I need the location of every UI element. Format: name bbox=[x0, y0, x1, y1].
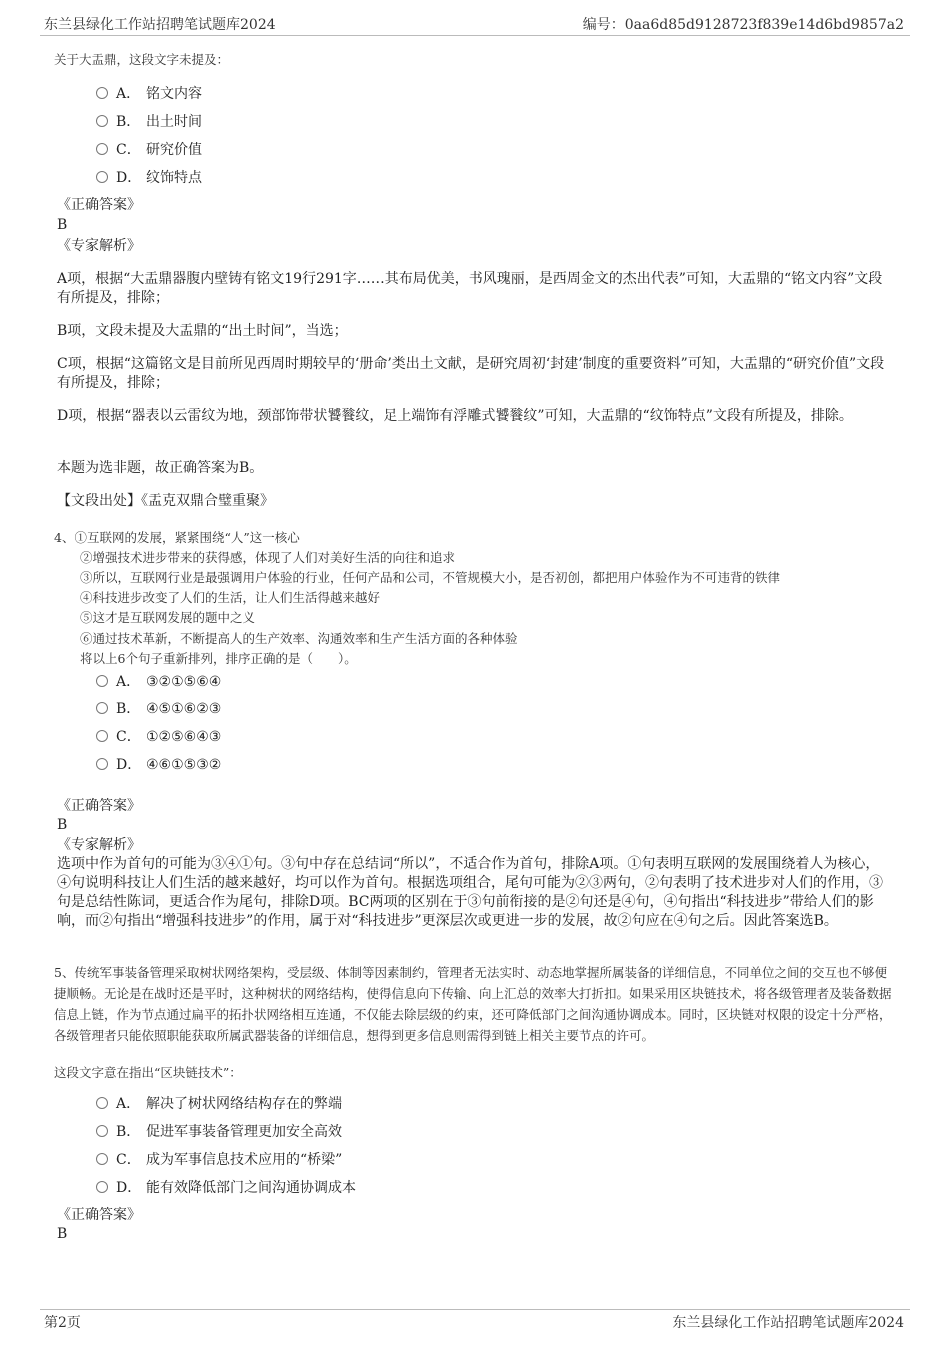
q4-answer-label: 《正确答案》 bbox=[57, 798, 141, 814]
q5-option-b[interactable]: B． 促进军事装备管理更加安全高效 bbox=[96, 1121, 342, 1141]
q5-answer-label: 《正确答案》 bbox=[57, 1207, 141, 1223]
radio-icon[interactable] bbox=[96, 1097, 108, 1109]
q4-analysis-label: 《专家解析》 bbox=[57, 837, 141, 853]
q3-source: 【文段出处】《盂克双鼎合璧重聚》 bbox=[57, 493, 274, 509]
q5-option-a[interactable]: A． 解决了树状网络结构存在的弊端 bbox=[96, 1093, 342, 1113]
radio-icon[interactable] bbox=[96, 115, 108, 127]
radio-icon[interactable] bbox=[96, 1125, 108, 1137]
q4-answer: B bbox=[57, 817, 68, 833]
radio-icon[interactable] bbox=[96, 87, 108, 99]
q5-answer: B bbox=[57, 1226, 68, 1242]
q3-analysis-c: C项，根据“这篇铭文是目前所见西周时期较早的‘册命’类出土文献，是研究周初‘封建’制度的重要资料”可知，大盂鼎的“研究价值”文段有所提及，排除； bbox=[57, 356, 885, 391]
document-code: 编号：0aa6d85d9128723f839e14d6bd9857a2 bbox=[582, 17, 904, 33]
q4-sentence-4: ④科技进步改变了人们的生活，让人们生活得越来越好 bbox=[80, 590, 381, 605]
q3-analysis-b: B项，文段未提及大盂鼎的“出土时间”，当选； bbox=[57, 323, 348, 339]
q3-option-b[interactable]: B． 出土时间 bbox=[96, 111, 202, 131]
q5-stem: 这段文字意在指出“区块链技术”： bbox=[54, 1065, 242, 1080]
radio-icon[interactable] bbox=[96, 1153, 108, 1165]
q3-conclusion: 本题为选非题，故正确答案为B。 bbox=[57, 460, 264, 476]
q5-option-c[interactable]: C． 成为军事信息技术应用的“桥梁” bbox=[96, 1149, 342, 1169]
q4-analysis: 选项中作为首句的可能为③④①句。③句中存在总结词“所以”，不适合作为首句，排除A项。①句表明互联网的发展围绕着人为核心，④句说明科技让人们生活的越来越好，均可以作为首句。根据选项组合，尾句可能为②③两句，②句表明了技术进步对人们的作用，③句是总结性陈词，更适合作为尾句，排除D项。BC两项的区别在于③句前衔接的是②句还是④句，④句指出“科技进步”带给人们的影响，而②句指出“增强科技进步”的作用，属于对“科技进步”更深层次或更进一步的发展，故②句应在④句之后。因此答案选B。 bbox=[57, 856, 883, 929]
radio-icon[interactable] bbox=[96, 675, 108, 687]
q4-sentence-2: ②增强技术进步带来的获得感，体现了人们对美好生活的向往和追求 bbox=[80, 550, 456, 565]
radio-icon[interactable] bbox=[96, 758, 108, 770]
q4-option-b[interactable]: B． ④⑤①⑥②③ bbox=[96, 698, 221, 718]
radio-icon[interactable] bbox=[96, 171, 108, 183]
footer-divider bbox=[40, 1309, 910, 1310]
q4-option-c[interactable]: C． ①②⑤⑥④③ bbox=[96, 726, 221, 746]
q3-answer: B bbox=[57, 217, 68, 233]
q3-option-a[interactable]: A． 铭文内容 bbox=[96, 83, 202, 103]
q3-analysis-a: A项，根据“大盂鼎器腹内壁铸有铭文19行291字……其布局优美，书风瑰丽，是西周金文的杰出代表”可知，大盂鼎的“铭文内容”文段有所提及，排除； bbox=[57, 271, 883, 306]
q5-option-d[interactable]: D． 能有效降低部门之间沟通协调成本 bbox=[96, 1177, 356, 1197]
q4-sentence-1: 4、①互联网的发展，紧紧围绕“人”这一核心 bbox=[54, 530, 300, 545]
q3-option-d[interactable]: D． 纹饰特点 bbox=[96, 167, 202, 187]
q4-option-d[interactable]: D． ④⑥①⑤③② bbox=[96, 754, 221, 774]
radio-icon[interactable] bbox=[96, 143, 108, 155]
q4-stem: 将以上6个句子重新排列，排序正确的是（ ）。 bbox=[80, 651, 357, 666]
q3-answer-label: 《正确答案》 bbox=[57, 197, 141, 213]
q3-analysis-label: 《专家解析》 bbox=[57, 238, 141, 254]
q4-sentence-3: ③所以，互联网行业是最强调用户体验的行业，任何产品和公司，不管规模大小，是否初创，都把用户体验作为不可违背的铁律 bbox=[80, 570, 781, 585]
radio-icon[interactable] bbox=[96, 702, 108, 714]
q4-sentence-6: ⑥通过技术革新，不断提高人的生产效率、沟通效率和生产生活方面的各种体验 bbox=[80, 631, 518, 646]
page-number: 第2页 bbox=[44, 1315, 81, 1331]
q3-stem: 关于大盂鼎，这段文字未提及： bbox=[54, 52, 230, 67]
footer-title: 东兰县绿化工作站招聘笔试题库2024 bbox=[672, 1315, 904, 1331]
q4-sentence-5: ⑤这才是互联网发展的题中之义 bbox=[80, 610, 256, 625]
q3-option-c[interactable]: C． 研究价值 bbox=[96, 139, 202, 159]
q4-option-a[interactable]: A． ③②①⑤⑥④ bbox=[96, 671, 221, 691]
radio-icon[interactable] bbox=[96, 1181, 108, 1193]
radio-icon[interactable] bbox=[96, 730, 108, 742]
header-divider bbox=[40, 35, 910, 36]
header-title: 东兰县绿化工作站招聘笔试题库2024 bbox=[44, 17, 276, 33]
q3-analysis-d: D项，根据“器表以云雷纹为地，颈部饰带状饕餮纹，足上端饰有浮雕式饕餮纹”可知，大盂鼎的“纹饰特点”文段有所提及，排除。 bbox=[57, 408, 853, 424]
q5-passage: 5、传统军事装备管理采取树状网络架构，受层级、体制等因素制约，管理者无法实时、动态地掌握所属装备的详细信息，不同单位之间的交互也不够便捷顺畅。无论是在战时还是平时，这种树状的网络结构，使得信息向下传输、向上汇总的效率大打折扣。如果采用区块链技术，将各级管理者及装备数据信息上链，作为节点通过扁平的拓扑状网络相互连通，不仅能去除层级的约束，还可降低部门之间沟通协调成本。同时，区块链对权限的设定十分严格，各级管理者只能依照职能获取所属武器装备的详细信息，想得到更多信息则需得到链上相关主要节点的许可。 bbox=[54, 965, 892, 1043]
